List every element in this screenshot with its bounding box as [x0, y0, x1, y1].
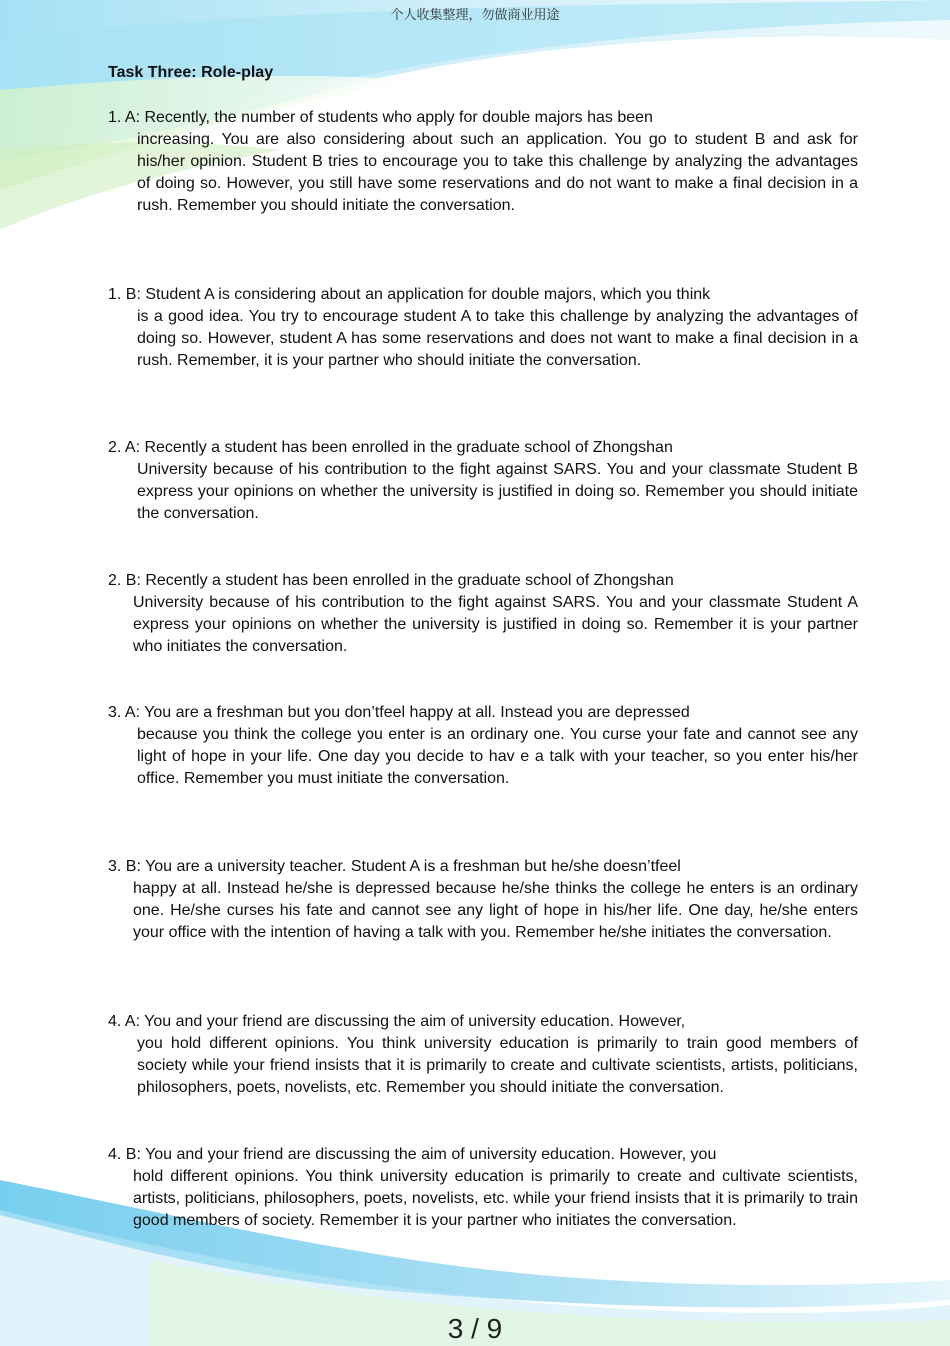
item-first-line: 3. A: You are a freshman but you don’tfeel happy at all. Instead you are depressed — [108, 704, 690, 721]
role-item-3b — [108, 856, 858, 944]
item-first-line: 2. A: Recently a student has been enrolled in the graduate school of Zhongshan — [108, 439, 673, 456]
item-body: University because of his contribution to the fight against SARS. You and your classmate Student A express your opinions on whether the university is justified in doing so. Remember it is your partner who initiates the conversation. — [133, 594, 858, 655]
role-item-1a — [108, 107, 858, 217]
item-body: you hold different opinions. You think university education is primarily to train good members of society while your friend insists that it is primarily to create and cultivate scientists, artists, politicians, philosophers, poets, novelists, etc. Remember you should initiate the conversation. — [137, 1035, 858, 1096]
item-body: University because of his contribution to the fight against SARS. You and your classmate Student B express your opinions on whether the university is justified in doing so. Remember you should initiate the conversation. — [137, 461, 858, 522]
item-first-line: 3. B: You are a university teacher. Student A is a freshman but he/she doesn’tfeel — [108, 858, 681, 875]
item-body: increasing. You are also considering about such an application. You go to student B and ask for his/her opinion. Student B tries to encourage you to take this challenge by analyzing the advantages of doing so. However, you still have some reservations and do not want to make a final decision in a rush. Remember you should initiate the conversation. — [137, 131, 858, 214]
role-item-2b — [108, 570, 858, 658]
role-item-1b — [108, 284, 858, 372]
item-body: because you think the college you enter is an ordinary one. You curse your fate and cannot see any light of hope in your life. One day you decide to hav e a talk with your teacher, so you enter his/her office. Remember you must initiate the conversation. — [137, 726, 858, 787]
item-body: hold different opinions. You think university education is primarily to create and cultivate scientists, artists, politicians, philosophers, poets, novelists, etc. while your friend insists that it is primarily to train good members of society. Remember it is your partner who initiates the conversation. — [133, 1168, 858, 1229]
item-first-line: 1. A: Recently, the number of students who apply for double majors has been — [108, 109, 653, 126]
item-first-line: 4. A: You and your friend are discussing the aim of university education. However, — [108, 1013, 686, 1030]
header-watermark: 个人收集整理，勿做商业用途 — [390, 8, 560, 23]
item-first-line: 4. B: You and your friend are discussing the aim of university education. However, you — [108, 1146, 717, 1163]
role-item-4b — [108, 1144, 858, 1232]
page-title: Task Three: Role-play — [108, 64, 274, 81]
page-number: 3 / 9 — [447, 1313, 503, 1344]
item-first-line: 1. B: Student A is considering about an application for double majors, which you think — [108, 286, 711, 303]
item-body: is a good idea. You try to encourage student A to take this challenge by analyzing the advantages of doing so. However, student A has some reservations and does not want to make a final decision in a rush. Remember, it is your partner who should initiate the conversation. — [137, 308, 858, 369]
role-item-3a — [108, 702, 858, 790]
role-item-2a — [108, 437, 858, 525]
item-first-line: 2. B: Recently a student has been enrolled in the graduate school of Zhongshan — [108, 572, 674, 589]
role-item-4a — [108, 1011, 858, 1099]
item-body: happy at all. Instead he/she is depressed because he/she thinks the college he enters is an ordinary one. He/she curses his fate and cannot see any light of hope in his/her life. One day, he/she enters your office with the intention of having a talk with you. Remember he/she initiates the conversation. — [133, 880, 858, 941]
